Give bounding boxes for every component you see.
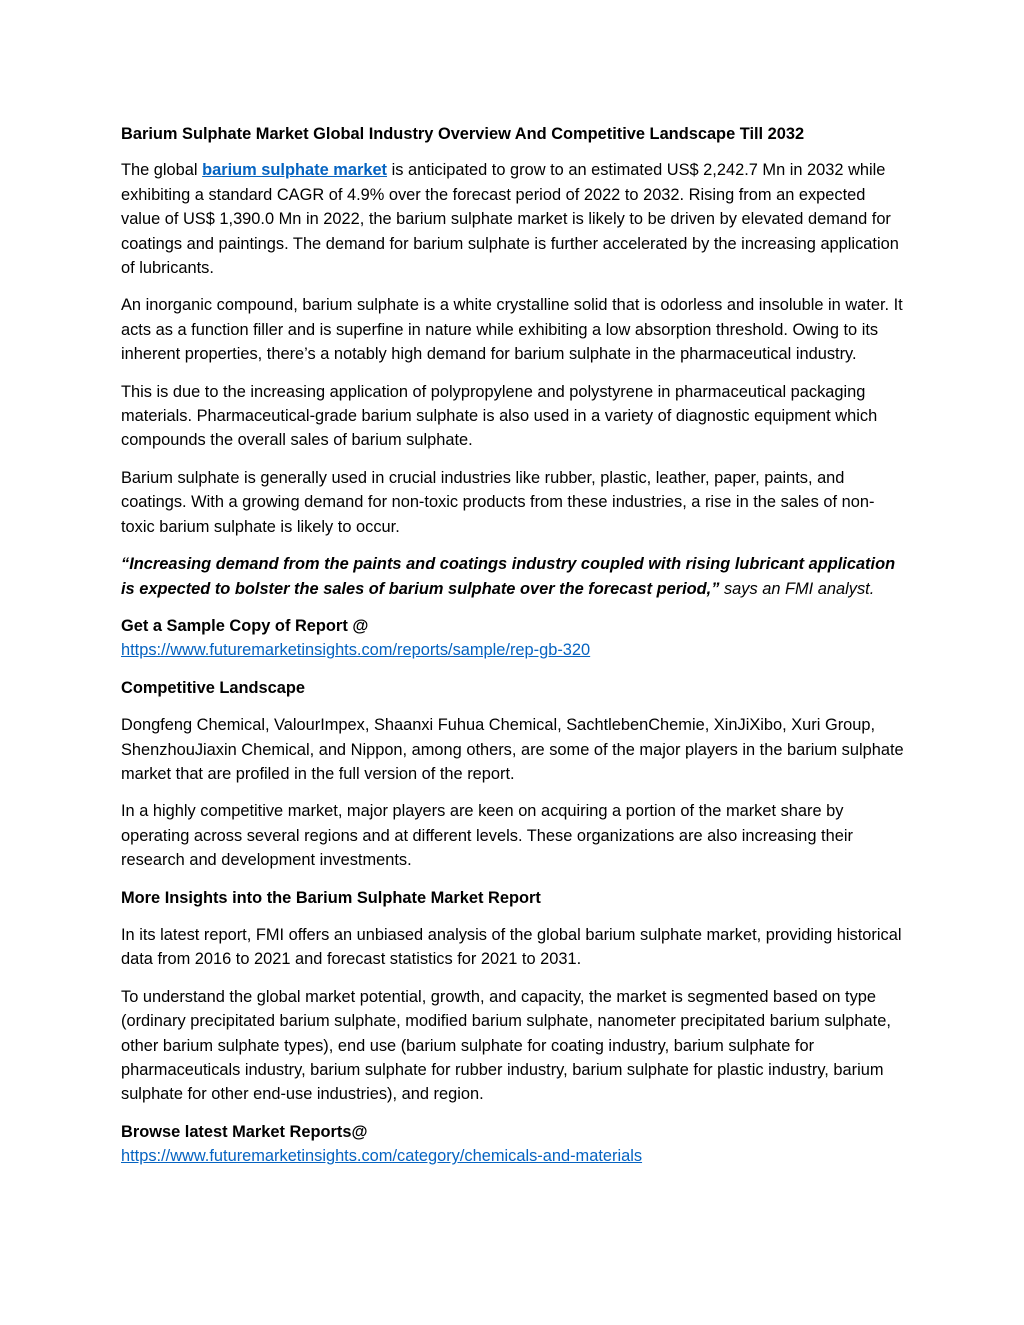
insights-heading: More Insights into the Barium Sulphate Market Report xyxy=(121,888,541,907)
intro-text-before: The global xyxy=(121,161,203,180)
quote-text: “Increasing demand from the paints and coatings industry coupled with rising lubricant application is expected to bolster the sales of barium sulphate over the forecast period,” xyxy=(121,555,896,598)
segmentation-paragraph: To understand the global market potential, growth, and capacity, the market is segmented based on type (ordinary precipitated barium sulphate, modified barium sulphate, nanometer precipitated barium sulphate, other barium sulphate types), end use (barium sulphate for coating industry, barium sulphate for pharmaceuticals industry, barium sulphate for rubber industry, barium sulphate for plastic industry, barium sulphate for other end-use industries), and region. xyxy=(121,987,891,1104)
browse-reports-link[interactable]: https://www.futuremarketinsights.com/category/chemicals-and-materials xyxy=(121,1147,643,1166)
industries-paragraph: Barium sulphate is generally used in crucial industries like rubber, plastic, leather, paper, paints, and coatings. With a growing demand for non-toxic products from these industries, a rise in the sales of non-toxic barium sulphate is likely to occur. xyxy=(121,468,875,536)
players-paragraph: Dongfeng Chemical, ValourImpex, Shaanxi Fuhua Chemical, SachtlebenChemie, XinJiXibo, Xuri Group, ShenzhouJiaxin Chemical, and Nippon, among others, are some of the major players in the barium sulphate market that are profiled in the full version of the report. xyxy=(121,716,904,783)
compound-paragraph: An inorganic compound, barium sulphate is a white crystalline solid that is odorless and insoluble in water. It acts as a function filler and is superfine in nature while exhibiting a low absorption threshold. Owing to its inherent properties, there’s a notably high demand for barium sulphate in the pharmaceutical industry. xyxy=(121,296,903,364)
intro-paragraph xyxy=(121,158,908,280)
sample-copy-label: Get a Sample Copy of Report @ xyxy=(121,616,369,635)
sample-copy-block xyxy=(121,614,908,663)
competition-paragraph: In a highly competitive market, major players are keen on acquiring a portion of the market share by operating across several regions and at different levels. These organizations are also increasing their research and development investments. xyxy=(121,802,853,870)
browse-reports-block xyxy=(121,1120,908,1169)
intro-text-after: is anticipated to grow to an estimated US$ 2,242.7 Mn in 2032 while exhibiting a standard CAGR of 4.9% over the forecast period of 2022 to 2032. Rising from an expected value of US$ 1,390.0 Mn in 2022, the barium sulphate market is likely to be driven by elevated demand for coatings and paintings. The demand for barium sulphate is further accelerated by the increasing application of lubricants. xyxy=(121,161,899,278)
analyst-quote xyxy=(121,552,908,601)
competitive-landscape-heading: Competitive Landscape xyxy=(121,678,305,697)
document-title: Barium Sulphate Market Global Industry Overview And Competitive Landscape Till 2032 xyxy=(121,125,805,143)
barium-sulphate-market-link[interactable]: barium sulphate market xyxy=(202,161,388,180)
report-paragraph: In its latest report, FMI offers an unbiased analysis of the global barium sulphate market, providing historical data from 2016 to 2021 and forecast statistics for 2021 to 2031. xyxy=(121,925,902,969)
sample-report-link[interactable]: https://www.futuremarketinsights.com/reports/sample/rep-gb-320 xyxy=(121,641,591,660)
packaging-paragraph: This is due to the increasing application of polypropylene and polystyrene in pharmaceutical packaging materials. Pharmaceutical-grade barium sulphate is also used in a variety of diagnostic equipment which compounds the overall sales of barium sulphate. xyxy=(121,382,878,450)
browse-reports-label: Browse latest Market Reports@ xyxy=(121,1122,368,1141)
quote-attribution: says an FMI analyst. xyxy=(719,579,875,598)
